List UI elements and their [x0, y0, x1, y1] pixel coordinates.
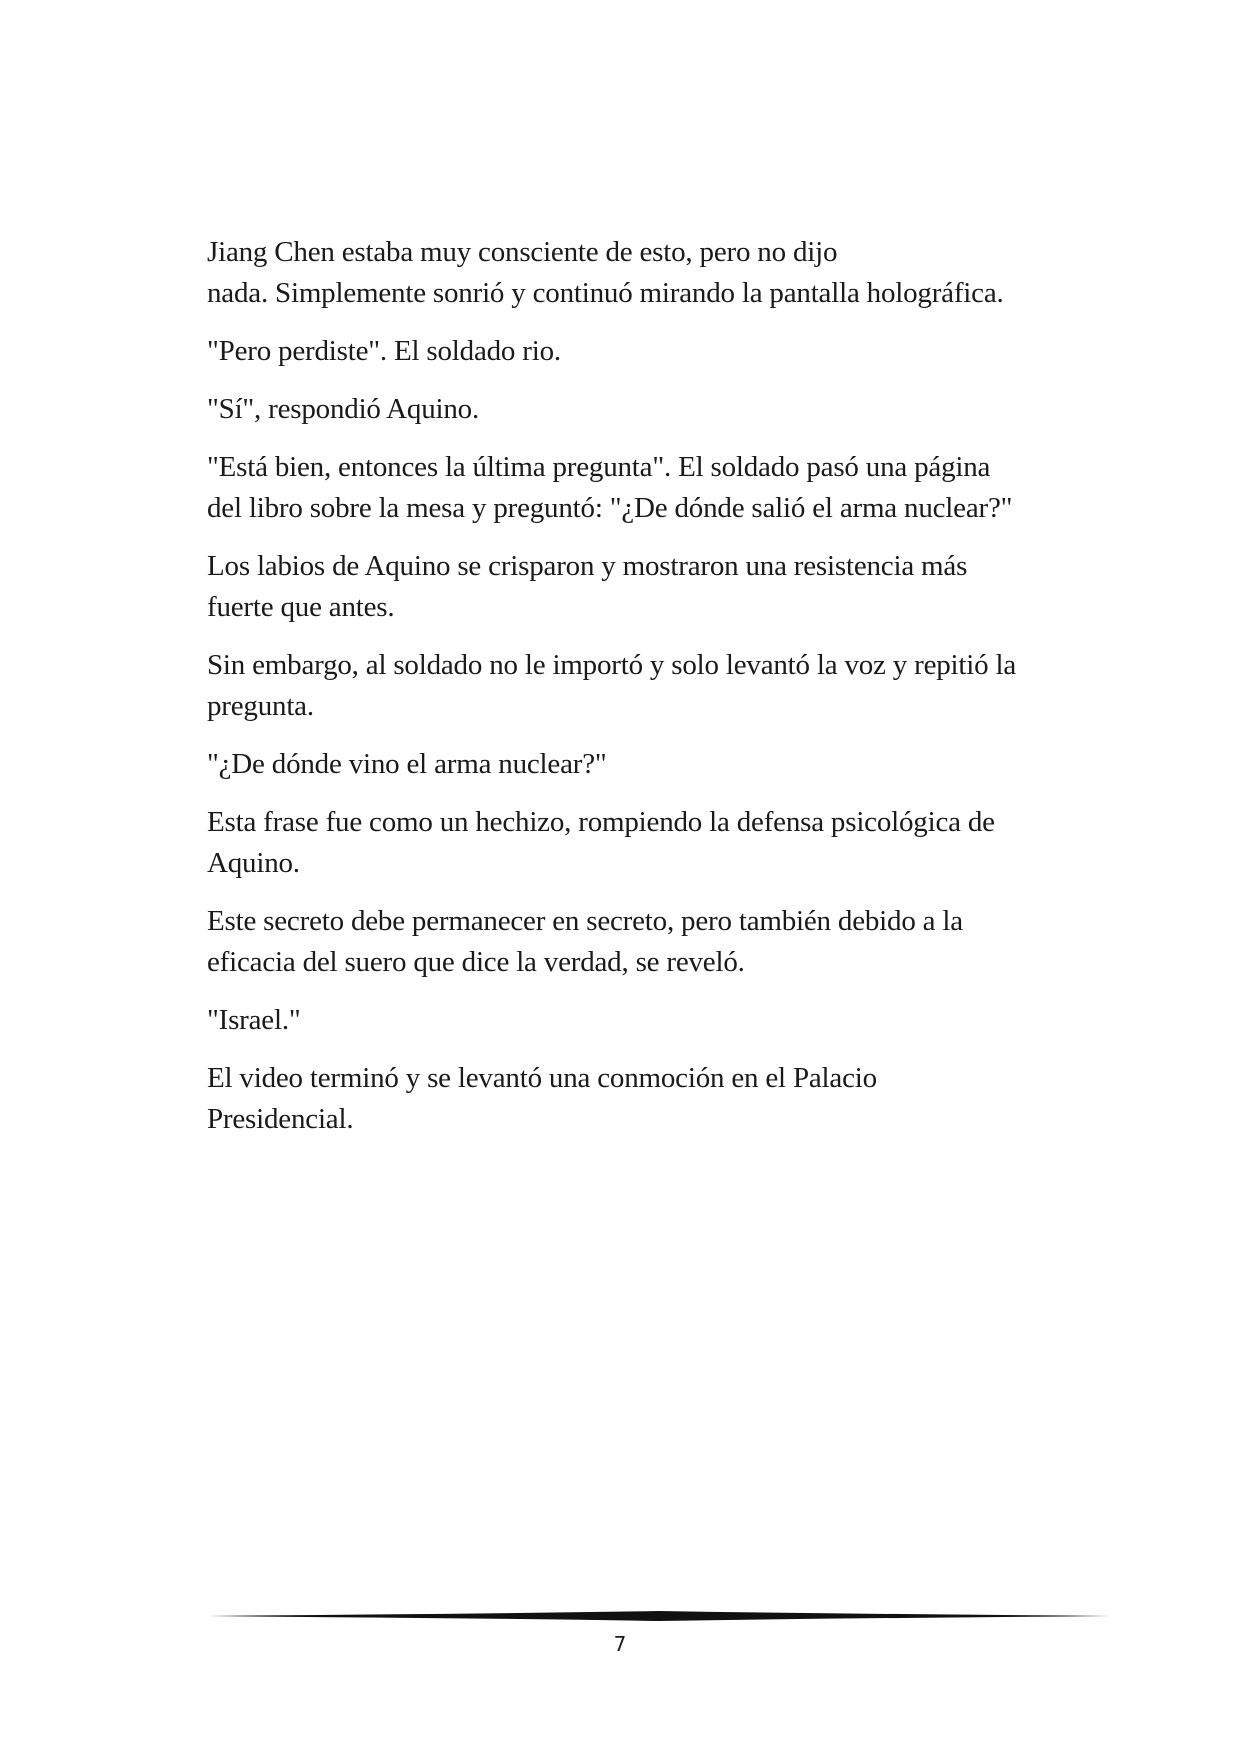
text-line: del libro sobre la mesa y preguntó: "¿De dónde salió el arma nuclear?" [207, 492, 1013, 524]
paragraph [207, 1058, 1087, 1140]
page-number: 7 [613, 1632, 627, 1656]
text-line: "Israel." [207, 1004, 301, 1036]
text-line: Los labios de Aquino se crisparon y mostraron una resistencia más [207, 550, 968, 582]
text-line: El video terminó y se levantó una conmoción en el Palacio [207, 1062, 877, 1094]
text-line: "¿De dónde vino el arma nuclear?" [207, 748, 607, 780]
text-line: nada. Simplemente sonrió y continuó mirando la pantalla holográfica. [207, 277, 1004, 309]
text-line: "Pero perdiste". El soldado rio. [207, 335, 561, 367]
text-line: fuerte que antes. [207, 591, 395, 623]
paragraph [207, 389, 1087, 430]
paragraph [207, 645, 1087, 727]
body-text [207, 232, 1087, 1157]
paragraph [207, 802, 1087, 884]
paragraph [207, 901, 1087, 983]
paragraph [207, 447, 1087, 529]
paragraph [207, 232, 1087, 314]
paragraph [207, 744, 1087, 785]
text-line: Presidencial. [207, 1103, 354, 1135]
text-line: "Sí", respondió Aquino. [207, 393, 480, 425]
text-line: "Está bien, entonces la última pregunta". El soldado pasó una página [207, 451, 991, 483]
text-line: Jiang Chen estaba muy consciente de esto, pero no dijo [207, 236, 838, 268]
text-line: Sin embargo, al soldado no le importó y solo levantó la voz y repitió la [207, 649, 1016, 681]
paragraph [207, 1000, 1087, 1041]
text-line: Aquino. [207, 847, 300, 879]
text-line: pregunta. [207, 690, 314, 722]
text-line: Esta frase fue como un hechizo, rompiendo la defensa psicológica de [207, 806, 995, 838]
paragraph [207, 546, 1087, 628]
text-line: Este secreto debe permanecer en secreto, pero también debido a la [207, 905, 963, 937]
footer-rule [208, 1609, 1110, 1623]
paragraph [207, 331, 1087, 372]
text-line: eficacia del suero que dice la verdad, se reveló. [207, 946, 745, 978]
